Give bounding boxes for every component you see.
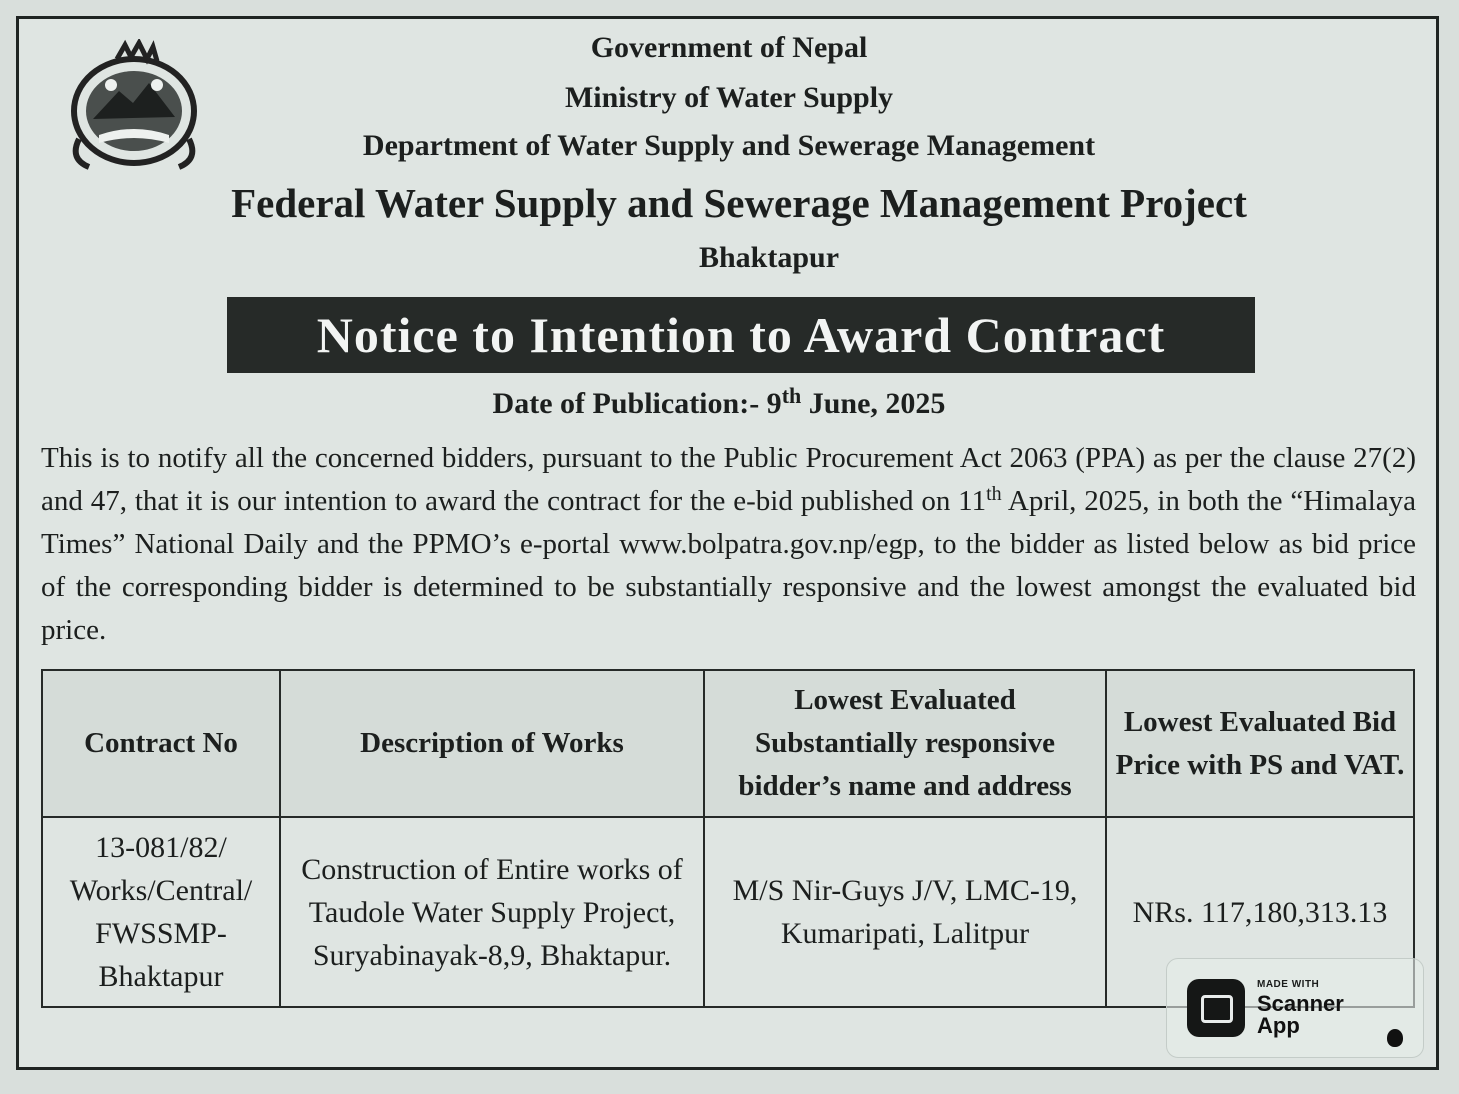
notice-title-banner: Notice to Intention to Award Contract	[227, 297, 1255, 373]
department-heading: Department of Water Supply and Sewerage Management	[362, 129, 1096, 162]
scanner-app-watermark	[1166, 958, 1424, 1058]
paragraph-ordinal: th	[986, 483, 1002, 505]
publication-date	[319, 383, 1119, 421]
publication-date-suffix-ordinal: th	[781, 383, 802, 408]
header-contract-no: Contract No	[42, 670, 280, 817]
cell-bidder: M/S Nir-Guys J/V, LMC-19, Kumaripati, Lalitpur	[704, 817, 1106, 1007]
project-heading: Federal Water Supply and Sewerage Management Project	[231, 180, 1247, 226]
watermark-app-name: Scanner App	[1257, 991, 1344, 1038]
paragraph-text-part1: This is to notify all the concerned bidders, pursuant to the Public Procurement Act 2063 (PPA) as per the clause 27(2) and 47, that it is our intention to award the contract for the e-bid published on 11	[41, 442, 1416, 517]
table-header-row	[42, 670, 1414, 817]
publication-date-prefix: Date of Publication:- 9	[492, 387, 782, 420]
header-bidder: Lowest Evaluated Substantially responsive bidder’s name and address	[704, 670, 1106, 817]
header-description: Description of Works	[280, 670, 704, 817]
watermark-made-with: MADE WITH	[1257, 979, 1320, 990]
cell-description: Construction of Entire works of Taudole Water Supply Project, Suryabinayak-8,9, Bhaktapur.	[280, 817, 704, 1007]
apple-icon	[1387, 1029, 1403, 1047]
notice-frame	[16, 16, 1439, 1070]
ministry-heading: Ministry of Water Supply	[564, 81, 894, 114]
publication-date-month-year: June, 2025	[801, 387, 946, 420]
cell-price: NRs. 117,180,313.13	[1106, 817, 1414, 1007]
cell-contract-no: 13-081/82/ Works/Central/ FWSSMP- Bhaktapur	[42, 817, 280, 1007]
government-heading: Government of Nepal	[590, 31, 868, 64]
nepal-emblem-icon	[59, 39, 209, 177]
notice-body-paragraph	[41, 437, 1416, 652]
paragraph-text-part2: April, 2025, in both the “Himalaya Times” National Daily and the PPMO’s e-portal www.bolpatra.gov.np/egp, to the bidder as listed below as bid price of the corresponding bidder is determined to be substantially responsive and the lowest amongst the evaluated bid price.	[41, 485, 1417, 646]
header-price: Lowest Evaluated Bid Price with PS and VAT.	[1106, 670, 1414, 817]
location-heading: Bhaktapur	[698, 241, 840, 274]
scanner-app-logo-icon	[1187, 979, 1245, 1037]
